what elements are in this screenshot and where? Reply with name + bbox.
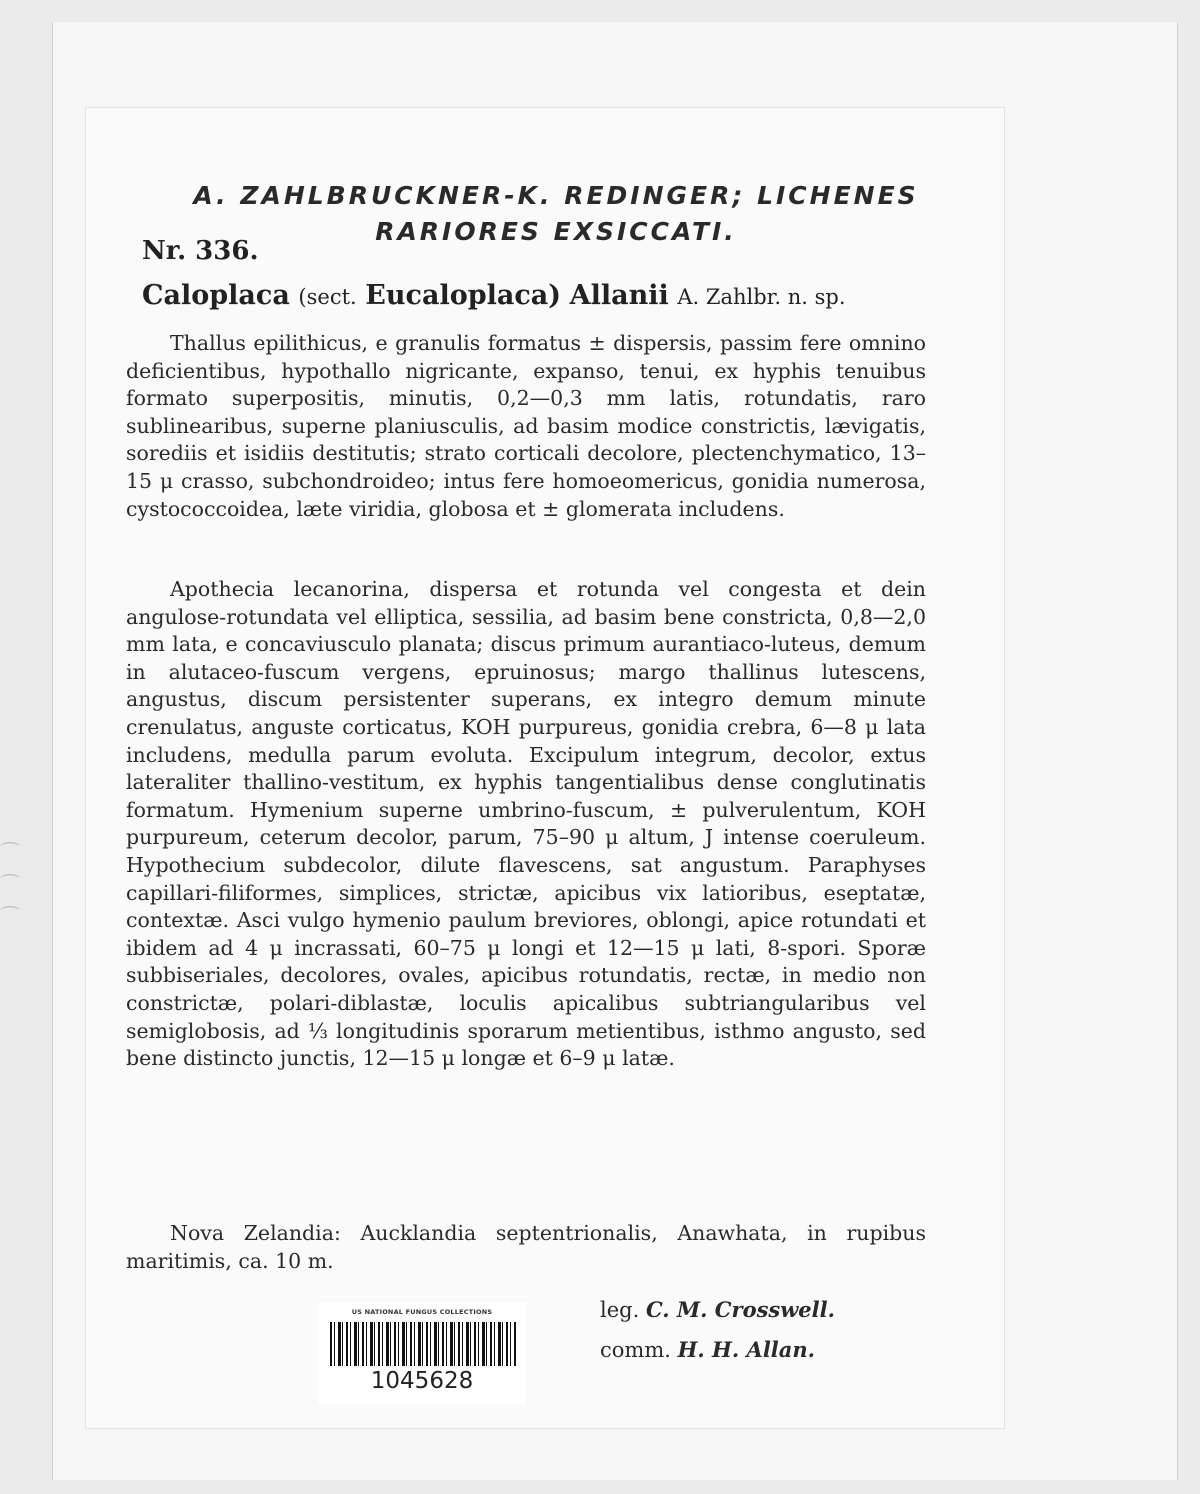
species-name bbox=[142, 280, 942, 311]
communicator-prefix: comm. bbox=[600, 1338, 671, 1362]
barcode-number: 1045628 bbox=[370, 1368, 474, 1394]
barcode-bars bbox=[330, 1322, 516, 1366]
apothecia-description: Apothecia lecanorina, dispersa et rotunda vel congesta et dein angulose-rotundata vel elliptica, sessilia, ad basim bene constricta, 0,8—2,0 mm lata, e concaviusculo planata; discus primum aurantiaco-luteus, demum in alutaceo-fuscum vergens, epruinosus; margo thallinus lutescens, angustus, discum persistenter superans, ex integro demum minute crenulatus, anguste corticatus, KOH purpureus, gonidia crebra, 6—8 μ lata includens, medulla parum evoluta. Excipulum integrum, decolor, extus lateraliter thallino-vestitum, ex hyphis tangentialibus dense conglutinatis formatum. Hymenium superne umbrino-fuscum, ± pulverulentum, KOH purpureum, ceterum decolor, parum, 75–90 μ altum, J intense coeruleum. Hypothecium subdecolor, dilute flavescens, sat angustum. Paraphyses capillari-filiformes, simplices, strictæ, apicibus vix latioribus, eseptatæ, contextæ. Asci vulgo hymenio paulum breviores, oblongi, apice rotundati et ibidem ad 4 μ incrassati, 60–75 μ longi et 12—15 μ lati, 8-spori. Sporæ subbiseriales, decolores, ovales, apicibus rotundatis, rectæ, in medio non constrictæ, polari-diblastæ, loculis apicalibus subtriangularibus vel semiglobosis, ad ⅓ longitudinis sporarum metientibus, isthmo angusto, sed bene distincto junctis, 12—15 μ longæ et 6–9 μ latæ. bbox=[126, 577, 926, 1071]
collector-name: C. M. Crosswell. bbox=[645, 1297, 835, 1322]
sheet-edge-marks: ⌒ ⌒ ⌒ bbox=[0, 840, 20, 928]
exsiccata-number: Nr. 336. bbox=[142, 236, 259, 266]
section-name: Eucaloplaca) bbox=[365, 280, 562, 311]
barcode-institution: US NATIONAL FUNGUS COLLECTIONS bbox=[351, 1308, 493, 1316]
communicator-name: H. H. Allan. bbox=[677, 1337, 815, 1362]
specimen-label bbox=[86, 108, 1004, 1428]
collector-prefix: leg. bbox=[600, 1298, 640, 1322]
thallus-description: Thallus epilithicus, e granulis formatus ± dispersis, passim fere omnino deficientibus, hypothallo nigricante, expanso, tenui, ex hyphis tenuibus formato superpositis, minutis, 0,2—0,3 mm latis, rotundatis, raro sublinearibus, superne planiusculis, ad basim modice constrictis, lævigatis, sorediis et isidiis destitutis; strato corticali decolore, plectenchymatico, 13–15 μ crasso, subchondroideo; intus fere homoeomericus, gonidia numerosa, cystococcoidea, læte viridia, globosa et ± glomerata includens. bbox=[126, 331, 926, 521]
locality-text: Nova Zelandia: Aucklandia septentrionalis, Anawhata, in rupibus maritimis, ca. 10 m. bbox=[126, 1221, 926, 1273]
species-author: A. Zahlbr. n. sp. bbox=[677, 285, 846, 309]
species-epithet: Allanii bbox=[569, 280, 669, 311]
exsiccata-header: A. ZAHLBRUCKNER-K. REDINGER; LICHENES RARIORES EXSICCATI. bbox=[193, 181, 919, 246]
section-prefix: (sect. bbox=[298, 285, 357, 309]
genus-name: Caloplaca bbox=[142, 280, 290, 311]
collector-line bbox=[600, 1290, 835, 1330]
barcode-label bbox=[318, 1302, 526, 1404]
collector-block bbox=[600, 1290, 835, 1370]
communicator-line bbox=[600, 1330, 835, 1370]
